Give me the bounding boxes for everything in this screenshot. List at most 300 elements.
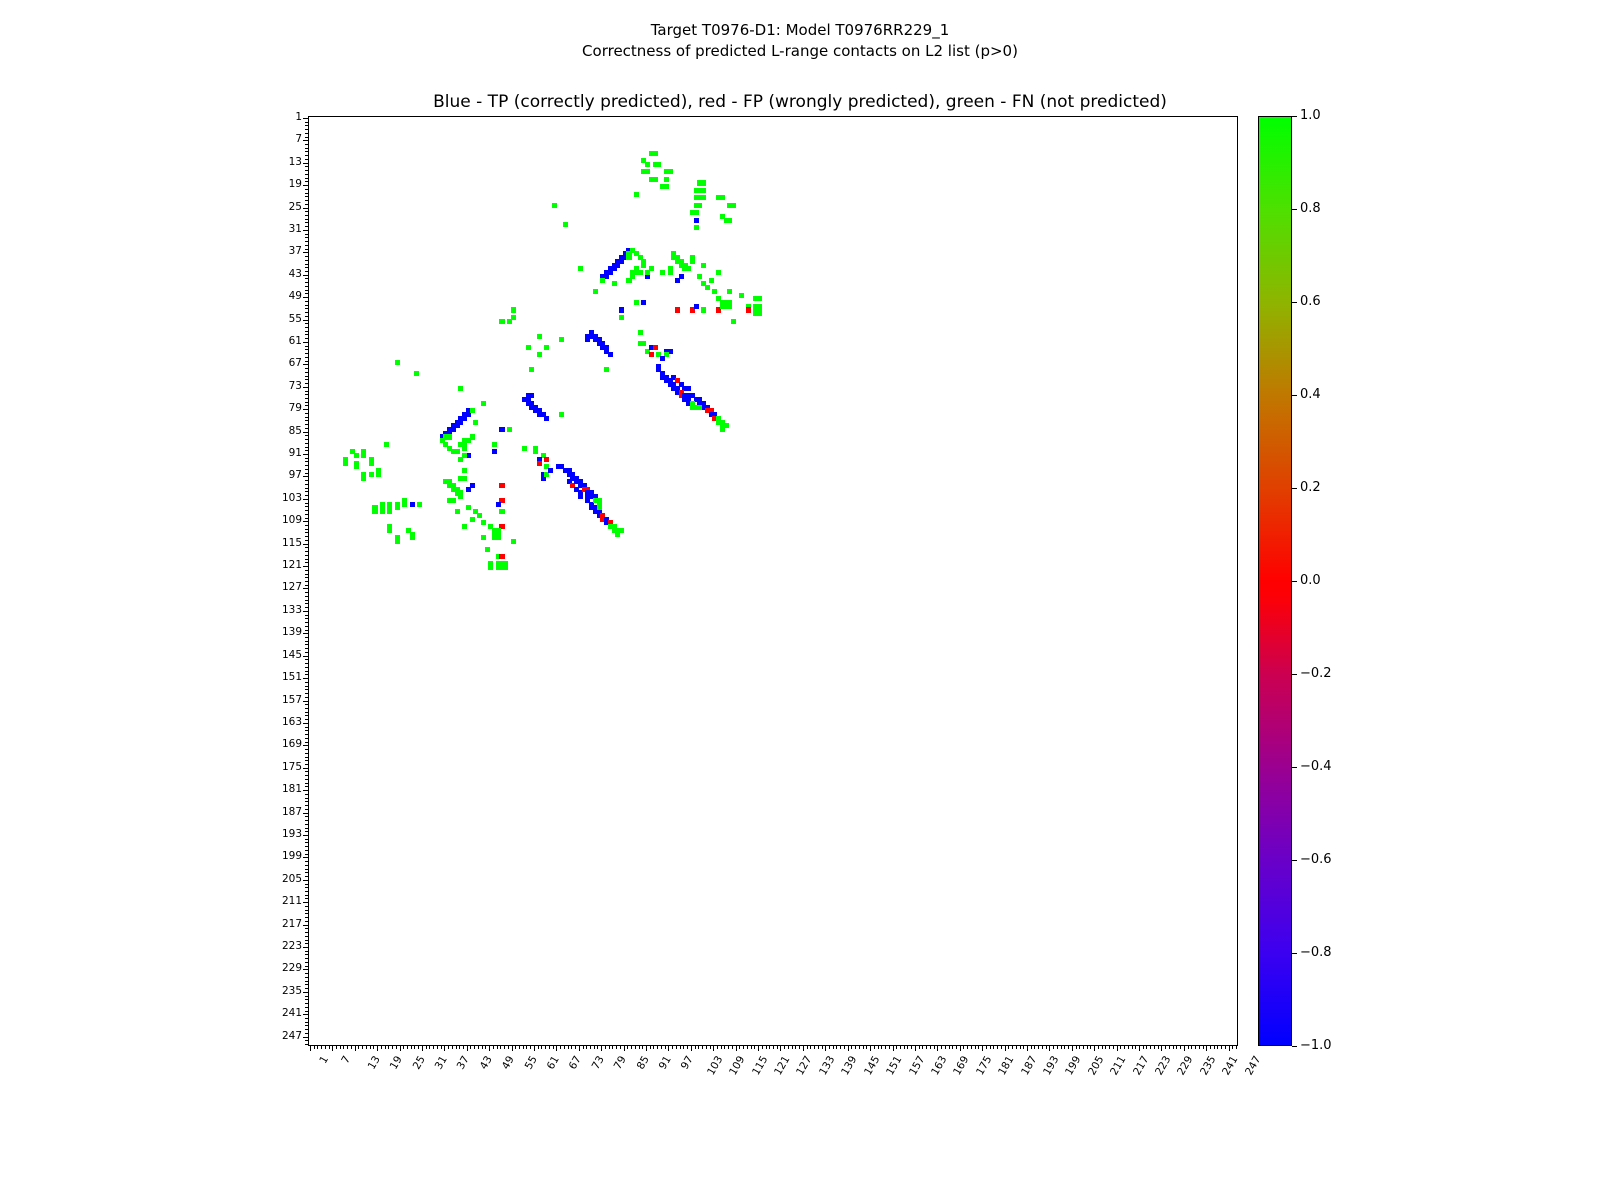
contact-cell (544, 416, 549, 421)
y-axis-minor-tick (305, 237, 308, 238)
x-axis-minor-tick (971, 1046, 972, 1049)
y-axis-minor-tick (305, 999, 308, 1000)
y-axis-minor-tick (305, 293, 308, 294)
x-axis-minor-tick (1008, 1046, 1009, 1049)
y-axis-minor-tick (305, 181, 308, 182)
y-axis-minor-tick (305, 488, 308, 489)
x-axis-minor-tick (545, 1046, 546, 1049)
x-axis-minor-tick (657, 1046, 658, 1049)
x-axis-minor-tick (627, 1046, 628, 1049)
x-axis-tick-label: 109 (727, 1054, 748, 1078)
y-axis-minor-tick (305, 320, 308, 321)
y-axis-minor-tick (305, 484, 308, 485)
y-axis-minor-tick (305, 854, 308, 855)
y-axis-minor-tick (305, 454, 308, 455)
x-axis-tick-label: 43 (477, 1054, 495, 1072)
y-axis-tick-label: 37 (288, 245, 302, 258)
x-axis-minor-tick (396, 1046, 397, 1049)
y-axis-minor-tick (305, 611, 308, 612)
x-axis-minor-tick (1064, 1046, 1065, 1049)
y-axis-minor-tick (305, 148, 308, 149)
contact-cell-mirror (384, 442, 389, 447)
x-axis-minor-tick (508, 1046, 509, 1049)
x-axis-minor-tick (612, 1046, 613, 1049)
contact-cell (727, 289, 732, 294)
x-axis-tick-label: 223 (1153, 1054, 1174, 1078)
contact-cell-mirror (709, 278, 714, 283)
x-axis-minor-tick (340, 1046, 341, 1049)
y-axis-minor-tick (305, 357, 308, 358)
y-axis-minor-tick (305, 809, 308, 810)
y-axis-minor-tick (305, 372, 308, 373)
contact-cell (720, 427, 725, 432)
x-axis-minor-tick (1232, 1046, 1233, 1049)
y-axis-tick-label: 187 (281, 805, 302, 818)
x-axis-minor-tick (1236, 1046, 1237, 1049)
x-axis-minor-tick (1154, 1046, 1155, 1049)
contact-cell-mirror (380, 509, 385, 514)
x-axis-minor-tick (762, 1046, 763, 1049)
y-axis-minor-tick (305, 659, 308, 660)
x-axis-tick-label: 79 (611, 1054, 629, 1072)
contact-cell-mirror (649, 266, 654, 271)
y-axis-minor-tick (305, 898, 308, 899)
y-axis-tick-label: 163 (281, 715, 302, 728)
x-axis-minor-tick (1034, 1046, 1035, 1049)
contact-cell (544, 457, 549, 462)
y-axis-tick-label: 217 (281, 917, 302, 930)
x-axis-minor-tick (556, 1046, 557, 1049)
x-axis-minor-tick (590, 1046, 591, 1049)
x-axis-minor-tick (650, 1046, 651, 1049)
x-axis-minor-tick (310, 1046, 311, 1049)
y-axis-minor-tick (305, 801, 308, 802)
y-axis-minor-tick (305, 618, 308, 619)
y-axis-minor-tick (305, 850, 308, 851)
y-axis-minor-tick (305, 547, 308, 548)
x-axis-minor-tick (321, 1046, 322, 1049)
y-axis-minor-tick (305, 596, 308, 597)
y-axis-tick-label: 115 (281, 536, 302, 549)
x-axis-minor-tick (504, 1046, 505, 1049)
x-axis-minor-tick (1184, 1046, 1185, 1049)
x-axis-minor-tick (739, 1046, 740, 1049)
contact-cell-mirror (701, 307, 706, 312)
x-axis-minor-tick (392, 1046, 393, 1049)
contact-cell-mirror (499, 427, 504, 432)
x-axis-minor-tick (366, 1046, 367, 1049)
contact-cell-mirror (649, 352, 654, 357)
x-axis-tick-label: 31 (432, 1054, 450, 1072)
y-axis-minor-tick (305, 405, 308, 406)
contact-cell-mirror (634, 300, 639, 305)
y-axis-minor-tick (305, 435, 308, 436)
x-axis-minor-tick (530, 1046, 531, 1049)
y-axis-minor-tick (305, 633, 308, 634)
x-axis-minor-tick (736, 1046, 737, 1049)
x-axis-minor-tick (777, 1046, 778, 1049)
x-axis-tick-label: 61 (544, 1054, 562, 1072)
x-axis-minor-tick (818, 1046, 819, 1049)
y-axis-minor-tick (305, 323, 308, 324)
contact-cell-mirror (354, 453, 359, 458)
x-axis-minor-tick (1158, 1046, 1159, 1049)
x-axis-minor-tick (1203, 1046, 1204, 1049)
x-axis-tick-label: 199 (1063, 1054, 1084, 1078)
y-axis-tick-label: 157 (281, 693, 302, 706)
contact-cell-mirror (526, 345, 531, 350)
x-axis-minor-tick (343, 1046, 344, 1049)
contact-cell-mirror (361, 476, 366, 481)
y-axis-minor-tick (305, 943, 308, 944)
y-axis-minor-tick (305, 1007, 308, 1008)
x-axis-tick-label: 145 (861, 1054, 883, 1078)
y-axis-minor-tick (305, 536, 308, 537)
y-axis-minor-tick (305, 925, 308, 926)
contact-cell (522, 446, 527, 451)
contact-cell-mirror (641, 263, 646, 268)
y-axis-minor-tick (305, 790, 308, 791)
y-axis-minor-tick (305, 969, 308, 970)
y-axis-minor-tick (305, 461, 308, 462)
y-axis-minor-tick (305, 704, 308, 705)
y-axis-minor-tick (305, 473, 308, 474)
x-axis-minor-tick (967, 1046, 968, 1049)
y-axis-minor-tick (305, 361, 308, 362)
y-axis-tick-label: 247 (281, 1029, 302, 1042)
y-axis-minor-tick (305, 917, 308, 918)
y-axis-minor-tick (305, 996, 308, 997)
y-axis-minor-tick (305, 697, 308, 698)
y-axis-minor-tick (305, 346, 308, 347)
contact-cell (664, 184, 669, 189)
y-axis-minor-tick (305, 603, 308, 604)
x-axis-minor-tick (788, 1046, 789, 1049)
contact-cell (664, 177, 669, 182)
x-axis-minor-tick (706, 1046, 707, 1049)
x-axis-minor-tick (810, 1046, 811, 1049)
x-axis-minor-tick (893, 1046, 894, 1049)
contact-cell-mirror (387, 528, 392, 533)
y-axis-minor-tick (305, 267, 308, 268)
contact-cell-mirror (481, 535, 486, 540)
contact-cell (686, 386, 691, 391)
y-axis-minor-tick (305, 379, 308, 380)
contact-cell-mirror (668, 270, 673, 275)
y-axis-minor-tick (305, 988, 308, 989)
contact-cell-mirror (690, 259, 695, 264)
x-axis-minor-tick (754, 1046, 755, 1049)
y-axis-minor-tick (305, 1029, 308, 1030)
y-axis-minor-tick (305, 962, 308, 963)
contact-cell (529, 367, 534, 372)
contact-cell-mirror (414, 371, 419, 376)
contact-cell-mirror (641, 300, 646, 305)
y-axis-minor-tick (305, 630, 308, 631)
x-axis-minor-tick (863, 1046, 864, 1049)
contact-cell (462, 476, 467, 481)
y-axis-tick-label: 205 (281, 872, 302, 885)
colorbar-tick-label: −0.8 (1300, 945, 1332, 960)
y-axis-minor-tick (305, 607, 308, 608)
y-axis-minor-tick (305, 290, 308, 291)
x-axis-minor-tick (575, 1046, 576, 1049)
x-axis-minor-tick (799, 1046, 800, 1049)
y-axis-minor-tick (305, 835, 308, 836)
y-axis-minor-tick (305, 555, 308, 556)
x-axis-minor-tick (620, 1046, 621, 1049)
contact-cell-mirror (544, 345, 549, 350)
x-axis-tick-label: 7 (339, 1054, 354, 1066)
y-axis-minor-tick (305, 771, 308, 772)
y-axis-minor-tick (305, 913, 308, 914)
x-axis-minor-tick (710, 1046, 711, 1049)
contact-cell (694, 210, 699, 215)
y-axis-minor-tick (305, 588, 308, 589)
x-axis-minor-tick (1150, 1046, 1151, 1049)
colorbar-tick (1292, 953, 1297, 954)
y-axis-minor-tick (305, 215, 308, 216)
x-axis-minor-tick (512, 1046, 513, 1049)
contact-cell (720, 195, 725, 200)
y-axis-minor-tick (305, 977, 308, 978)
x-axis-minor-tick (564, 1046, 565, 1049)
x-axis-minor-tick (668, 1046, 669, 1049)
contact-cell (481, 401, 486, 406)
y-axis-minor-tick (305, 349, 308, 350)
x-axis-minor-tick (851, 1046, 852, 1049)
x-axis-minor-tick (1049, 1046, 1050, 1049)
colorbar (1258, 116, 1292, 1046)
x-axis-minor-tick (609, 1046, 610, 1049)
contact-cell-mirror (395, 539, 400, 544)
y-axis-minor-tick (305, 701, 308, 702)
y-axis-tick-label: 139 (281, 626, 302, 639)
contact-cell (746, 307, 751, 312)
x-axis-minor-tick (653, 1046, 654, 1049)
y-axis-tick-label: 73 (288, 379, 302, 392)
x-axis-minor-tick (515, 1046, 516, 1049)
x-axis-minor-tick (605, 1046, 606, 1049)
x-axis-minor-tick (859, 1046, 860, 1049)
y-axis-minor-tick (305, 495, 308, 496)
y-axis-minor-tick (305, 122, 308, 123)
y-axis-minor-tick (305, 521, 308, 522)
y-axis-minor-tick (305, 409, 308, 410)
x-axis-minor-tick (904, 1046, 905, 1049)
x-axis-minor-tick (728, 1046, 729, 1049)
x-axis-minor-tick (624, 1046, 625, 1049)
contact-cell (597, 505, 602, 510)
contact-cell (447, 434, 452, 439)
contact-cell-mirror (578, 494, 583, 499)
x-axis-minor-tick (639, 1046, 640, 1049)
y-axis-minor-tick (305, 308, 308, 309)
colorbar-tick-label: −0.2 (1300, 666, 1332, 681)
y-axis-minor-tick (305, 185, 308, 186)
x-axis-tick-label: 1 (317, 1054, 331, 1066)
x-axis-minor-tick (526, 1046, 527, 1049)
x-axis-minor-tick (855, 1046, 856, 1049)
contact-cell-mirror (470, 408, 475, 413)
x-axis-tick-label: 163 (928, 1054, 950, 1078)
x-axis-minor-tick (814, 1046, 815, 1049)
y-axis-minor-tick (305, 249, 308, 250)
contact-cell (653, 177, 658, 182)
x-axis-minor-tick (414, 1046, 415, 1049)
y-axis-minor-tick (305, 663, 308, 664)
colorbar-tick-label: 0.4 (1300, 387, 1321, 402)
contact-cell (656, 162, 661, 167)
x-axis-minor-tick (1090, 1046, 1091, 1049)
x-axis-minor-tick (702, 1046, 703, 1049)
x-axis-minor-tick (990, 1046, 991, 1049)
x-axis-minor-tick (314, 1046, 315, 1049)
y-axis-minor-tick (305, 469, 308, 470)
x-axis-tick-label: 103 (704, 1054, 726, 1078)
y-axis-minor-tick (305, 775, 308, 776)
y-axis-minor-tick (305, 559, 308, 560)
y-axis-minor-tick (305, 196, 308, 197)
colorbar-tick (1292, 767, 1297, 768)
x-axis-minor-tick (780, 1046, 781, 1049)
x-axis-minor-tick (463, 1046, 464, 1049)
x-axis-minor-tick (1005, 1046, 1006, 1049)
colorbar-tick (1292, 209, 1297, 210)
contact-cell-mirror (619, 528, 624, 533)
y-axis-minor-tick (305, 529, 308, 530)
contact-cell (496, 502, 501, 507)
y-axis-tick-label: 109 (281, 514, 302, 527)
x-axis-minor-tick (717, 1046, 718, 1049)
y-axis-minor-tick (305, 951, 308, 952)
x-axis-minor-tick (1038, 1046, 1039, 1049)
y-axis-minor-tick (305, 383, 308, 384)
y-axis-minor-tick (305, 581, 308, 582)
x-axis-tick-label: 25 (410, 1054, 428, 1072)
x-axis-minor-tick (370, 1046, 371, 1049)
x-axis-minor-tick (732, 1046, 733, 1049)
contact-cell-mirror (641, 341, 646, 346)
y-axis-minor-tick (305, 432, 308, 433)
x-axis-minor-tick (665, 1046, 666, 1049)
y-axis-minor-tick (305, 1044, 308, 1045)
x-axis-minor-tick (418, 1046, 419, 1049)
y-axis-minor-tick (305, 1025, 308, 1026)
x-axis-minor-tick (889, 1046, 890, 1049)
contact-cell (455, 449, 460, 454)
y-axis-minor-tick (305, 428, 308, 429)
y-axis-tick-label: 199 (281, 850, 302, 863)
contact-cell (492, 449, 497, 454)
x-axis-minor-tick (941, 1046, 942, 1049)
y-axis-minor-tick (305, 671, 308, 672)
y-axis-minor-tick (305, 159, 308, 160)
x-axis-tick-label: 205 (1085, 1054, 1107, 1078)
x-axis-minor-tick (1020, 1046, 1021, 1049)
contact-cell-mirror (361, 453, 366, 458)
x-axis-minor-tick (474, 1046, 475, 1049)
y-axis-minor-tick (305, 902, 308, 903)
y-axis-minor-tick (305, 424, 308, 425)
x-axis-minor-tick (833, 1046, 834, 1049)
y-axis-minor-tick (305, 954, 308, 955)
y-axis-minor-tick (305, 398, 308, 399)
colorbar-tick (1292, 860, 1297, 861)
y-axis-minor-tick (305, 674, 308, 675)
y-axis-tick-label: 7 (295, 133, 302, 146)
x-axis-minor-tick (1016, 1046, 1017, 1049)
y-axis-minor-tick (305, 805, 308, 806)
y-axis-minor-tick (305, 644, 308, 645)
y-axis-minor-tick (305, 137, 308, 138)
x-axis-minor-tick (586, 1046, 587, 1049)
x-axis-minor-tick (351, 1046, 352, 1049)
x-axis-tick-label: 13 (365, 1054, 383, 1072)
y-axis-minor-tick (305, 928, 308, 929)
x-axis-minor-tick (807, 1046, 808, 1049)
y-axis-minor-tick (305, 275, 308, 276)
contact-cell (701, 188, 706, 193)
x-axis-minor-tick (459, 1046, 460, 1049)
x-axis-minor-tick (982, 1046, 983, 1049)
y-axis-minor-tick (305, 891, 308, 892)
x-axis-minor-tick (1109, 1046, 1110, 1049)
x-axis-minor-tick (870, 1046, 871, 1049)
x-axis-minor-tick (1165, 1046, 1166, 1049)
y-axis-minor-tick (305, 745, 308, 746)
x-axis-minor-tick (900, 1046, 901, 1049)
x-axis-minor-tick (1176, 1046, 1177, 1049)
contact-cell (731, 319, 736, 324)
y-axis-minor-tick (305, 133, 308, 134)
contact-cell (462, 524, 467, 529)
y-axis-tick-label: 49 (288, 290, 302, 303)
contact-cell (470, 483, 475, 488)
y-axis-minor-tick (305, 297, 308, 298)
y-axis-minor-tick (305, 1018, 308, 1019)
x-axis-minor-tick (1206, 1046, 1207, 1049)
y-axis-minor-tick (305, 532, 308, 533)
contact-cell (466, 505, 471, 510)
contact-cell (619, 315, 624, 320)
y-axis-minor-tick (305, 921, 308, 922)
x-axis-minor-tick (878, 1046, 879, 1049)
y-axis-minor-tick (305, 271, 308, 272)
y-axis-minor-tick (305, 727, 308, 728)
y-axis-minor-tick (305, 480, 308, 481)
x-axis-minor-tick (1113, 1046, 1114, 1049)
y-axis-minor-tick (305, 443, 308, 444)
y-axis-minor-tick (305, 1003, 308, 1004)
x-axis-minor-tick (1031, 1046, 1032, 1049)
y-axis-minor-tick (305, 219, 308, 220)
y-axis-minor-tick (305, 723, 308, 724)
contact-cell (634, 192, 639, 197)
x-axis-minor-tick (500, 1046, 501, 1049)
contact-cell-mirror (653, 345, 658, 350)
x-axis-minor-tick (1012, 1046, 1013, 1049)
contact-cell-mirror (458, 386, 463, 391)
x-axis-minor-tick (911, 1046, 912, 1049)
contact-cell-mirror (354, 464, 359, 469)
y-axis-minor-tick (305, 342, 308, 343)
x-axis-minor-tick (907, 1046, 908, 1049)
contact-cell (552, 203, 557, 208)
y-axis-minor-tick (305, 338, 308, 339)
y-axis-minor-tick (305, 656, 308, 657)
y-axis-minor-tick (305, 208, 308, 209)
